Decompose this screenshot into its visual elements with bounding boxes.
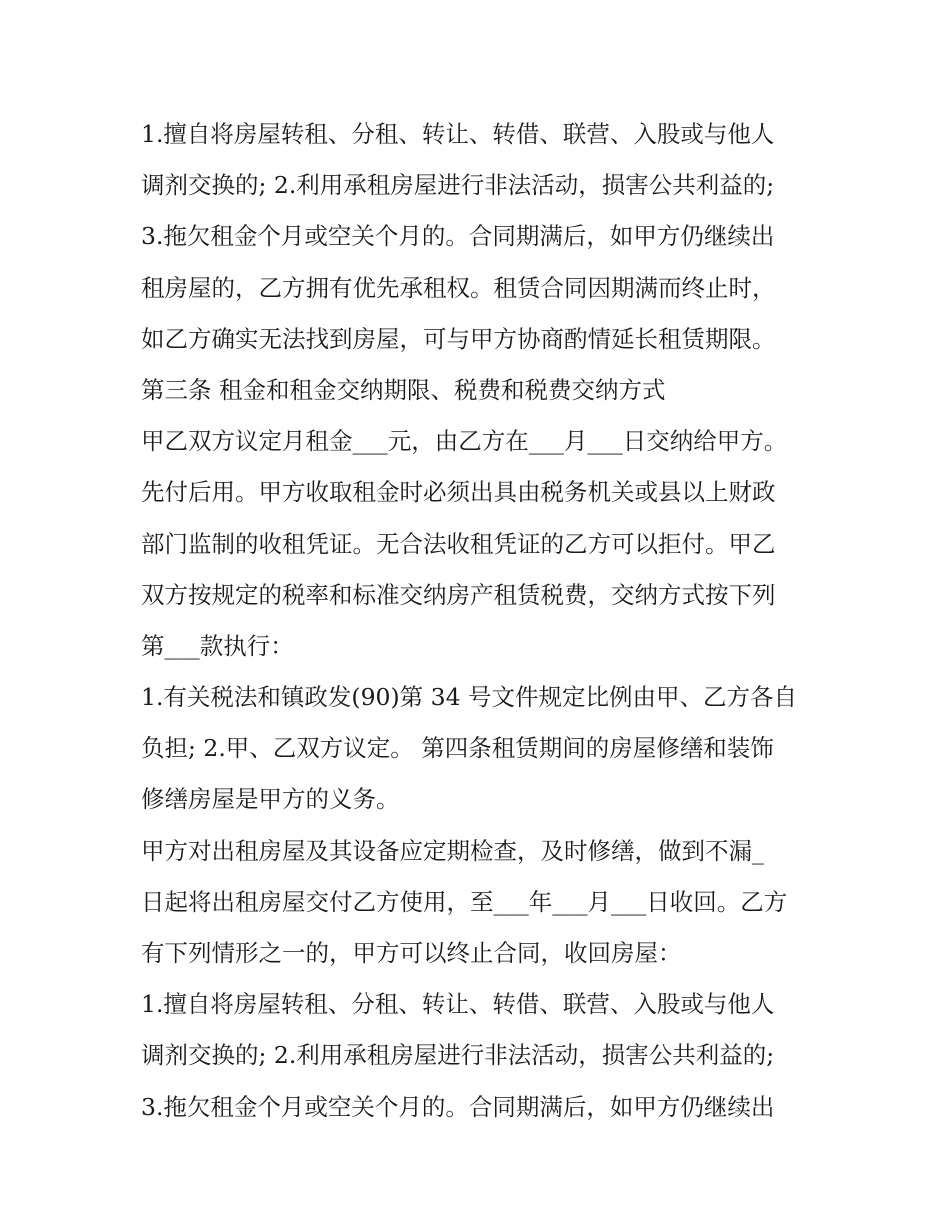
text-line: 有下列情形之一的，甲方可以终止合同，收回房屋： xyxy=(141,939,682,967)
section-heading: 第三条 租金和租金交纳期限、税费和税费交纳方式 xyxy=(141,375,666,404)
text-line: 1.有关税法和镇政发(90)第 34 号文件规定比例由甲、乙方各自 xyxy=(141,683,798,712)
text-line: 先付后用。甲方收取租金时必须出具由税务机关或县以上财政 xyxy=(141,478,776,507)
document-body xyxy=(141,109,821,1133)
text-line: 修缮房屋是甲方的义务。 xyxy=(141,785,400,814)
text-line: 调剂交换的; 2.利用承租房屋进行非法活动，损害公共利益的; xyxy=(141,1041,775,1070)
text-line: 双方按规定的税率和标准交纳房产租赁税费，交纳方式按下列 xyxy=(141,580,776,609)
text-line: 1.擅自将房屋转租、分租、转让、转借、联营、入股或与他人 xyxy=(141,120,775,148)
text-line: 部门监制的收租凭证。无合法收租凭证的乙方可以拒付。甲乙 xyxy=(141,529,776,558)
text-line: 第___款执行： xyxy=(141,631,294,660)
text-line: 日起将出租房屋交付乙方使用，至___年___月___日收回。乙方 xyxy=(141,887,788,916)
text-line: 如乙方确实无法找到房屋，可与甲方协商酌情延长租赁期限。 xyxy=(141,324,776,353)
text-line: 1.擅自将房屋转租、分租、转让、转借、联营、入股或与他人 xyxy=(141,990,775,1019)
text-line: 甲乙双方议定月租金___元，由乙方在___月___日交纳给甲方。 xyxy=(141,427,788,456)
text-line: 租房屋的，乙方拥有优先承租权。租赁合同因期满而终止时， xyxy=(141,273,776,302)
text-line: 3.拖欠租金个月或空关个月的。合同期满后，如甲方仍继续出 xyxy=(141,1092,775,1121)
text-line: 负担; 2.甲、乙双方议定。 第四条租赁期间的房屋修缮和装饰 xyxy=(141,734,774,763)
text-line: 3.拖欠租金个月或空关个月的。合同期满后，如甲方仍继续出 xyxy=(141,222,775,251)
text-line: 调剂交换的; 2.利用承租房屋进行非法活动，损害公共利益的; xyxy=(141,171,775,200)
text-line: 甲方对出租房屋及其设备应定期检查，及时修缮，做到不漏_ xyxy=(141,836,764,865)
